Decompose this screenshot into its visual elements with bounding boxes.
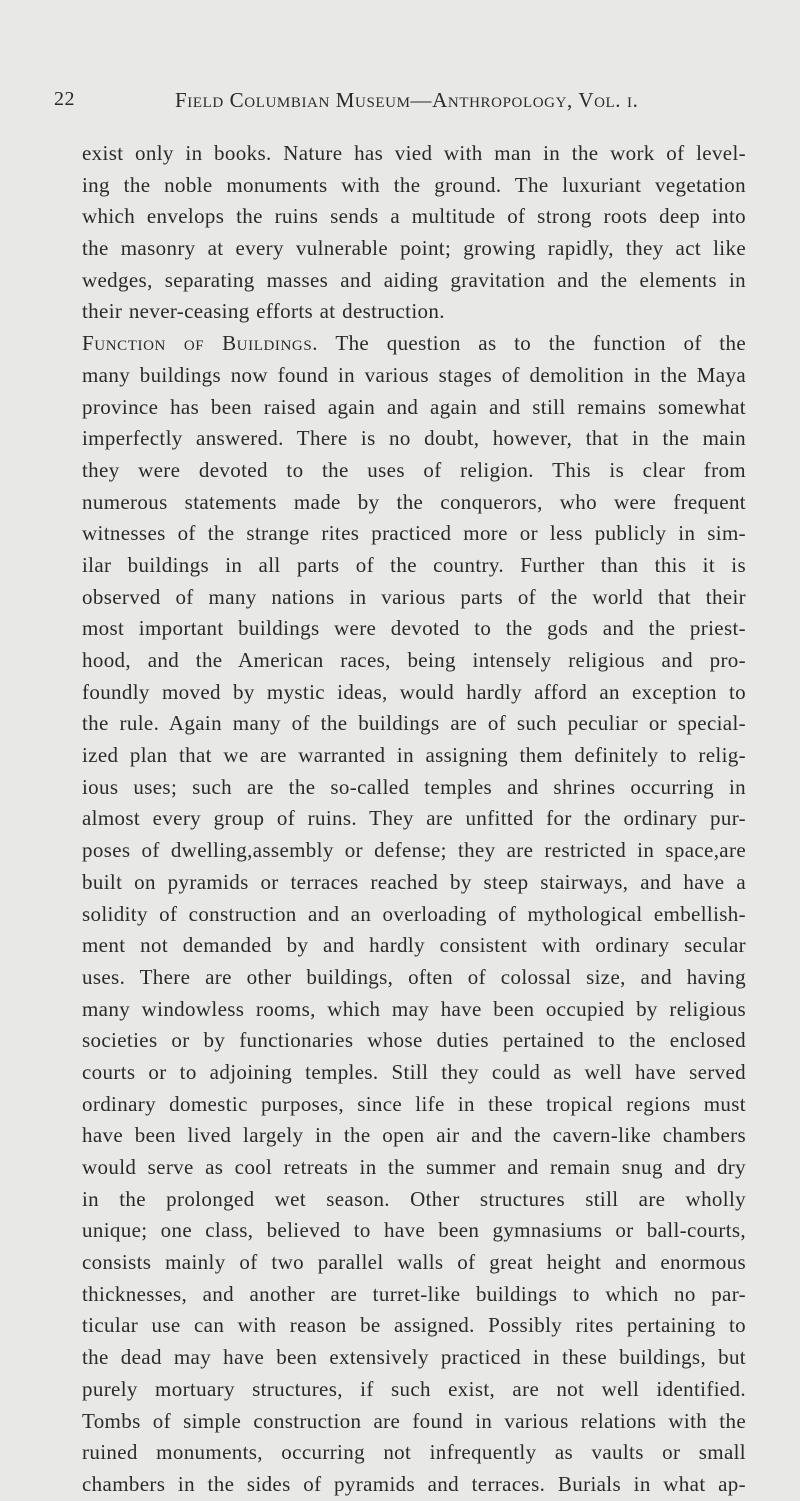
text-line (82, 1184, 746, 1216)
text-line-content: The question as to the function of the (318, 331, 746, 356)
text-line (82, 962, 746, 994)
text-line-content: the dead may have been extensively practiced in these buildings, but (82, 1345, 746, 1370)
text-line-content: consists mainly of two parallel walls of great height and enormous (82, 1250, 746, 1275)
text-line-content: poses of dwelling,assembly or defense; they are restricted in space,are (82, 838, 746, 863)
text-line-content: ing the noble monuments with the ground. The luxuriant vegetation (82, 172, 746, 197)
text-line-content: their never-ceasing efforts at destruction. (82, 299, 445, 324)
text-line (82, 708, 746, 740)
text-line (82, 170, 746, 202)
page-number: 22 (54, 88, 75, 110)
text-line-content: almost every group of ruins. They are unfitted for the ordinary pur- (82, 806, 746, 831)
text-line (82, 1374, 746, 1406)
text-line (82, 1406, 746, 1438)
text-line (82, 867, 746, 899)
text-line (82, 645, 746, 677)
text-line (82, 1247, 746, 1279)
text-line (82, 1025, 746, 1057)
text-line (82, 994, 746, 1026)
text-line-content: ruined monuments, occurring not infrequently as vaults or small (82, 1440, 746, 1465)
section-heading: Function of Buildings. (82, 331, 319, 356)
text-line (82, 423, 746, 455)
text-line-content: ordinary domestic purposes, since life in these tropical regions must (82, 1091, 746, 1116)
text-line-content: would serve as cool retreats in the summer and remain snug and dry (82, 1155, 746, 1179)
text-line-content: unique; one class, believed to have been gymnasiums or ball-courts, (82, 1218, 746, 1243)
text-line-content: Tombs of simple construction are found in various relations with the (82, 1408, 746, 1433)
text-line (82, 1279, 746, 1311)
text-line-content: they were devoted to the uses of religion. This is clear from (82, 457, 746, 482)
text-line (82, 835, 746, 867)
text-line-content: observed of many nations in various parts of the world that their (82, 584, 746, 609)
text-line (82, 455, 746, 487)
text-line (82, 803, 746, 835)
text-line-content: numerous statements made by the conquerors, who were frequent (82, 489, 746, 514)
text-line-content: imperfectly answered. There is no doubt, however, that in the main (82, 426, 746, 451)
text-line (82, 899, 746, 931)
text-line (82, 392, 746, 424)
text-line-content: ilar buildings in all parts of the country. Further than this it is (82, 552, 746, 577)
text-line (82, 360, 746, 392)
text-line (82, 296, 746, 328)
text-line-content: societies or by functionaries whose duties pertained to the enclosed (82, 1028, 746, 1053)
text-line-content: foundly moved by mystic ideas, would hardly afford an exception to (82, 679, 746, 704)
page-header (0, 88, 800, 118)
text-line-content: most important buildings were devoted to the gods and the priest- (82, 616, 746, 641)
text-line (82, 265, 746, 297)
text-line (82, 772, 746, 804)
text-line (82, 1310, 746, 1342)
text-line (82, 328, 746, 360)
text-line-content: ticular use can with reason be assigned. Possibly rites pertaining to (82, 1313, 746, 1338)
text-line (82, 518, 746, 550)
text-line-content: courts or to adjoining temples. Still they could as well have served (82, 1059, 746, 1084)
text-line-content: many buildings now found in various stages of demolition in the Maya (82, 362, 746, 387)
text-line-content: exist only in books. Nature has vied with man in the work of level- (82, 141, 746, 165)
text-line-content: the masonry at every vulnerable point; growing rapidly, they act like (82, 236, 746, 261)
text-line (82, 582, 746, 614)
text-line-content: the rule. Again many of the buildings are of such peculiar or special- (82, 711, 746, 736)
text-line-content: thicknesses, and another are turret-like buildings to which no par- (82, 1281, 746, 1306)
text-line (82, 613, 746, 645)
running-head: Field Columbian Museum—Anthropology, Vol. i. (175, 88, 639, 112)
text-line-content: which envelops the ruins sends a multitude of strong roots deep into (82, 204, 746, 229)
text-line (82, 201, 746, 233)
text-line (82, 1057, 746, 1089)
text-line (82, 740, 746, 772)
text-line-content: in the prolonged wet season. Other structures still are wholly (82, 1186, 746, 1211)
text-line (82, 138, 746, 170)
text-line-content: built on pyramids or terraces reached by steep stairways, and have a (82, 869, 746, 894)
text-line (82, 1342, 746, 1374)
text-line-content: solidity of construction and an overloading of mythological embellish- (82, 901, 746, 926)
text-line-content: ized plan that we are warranted in assigning them definitely to relig- (82, 743, 746, 768)
text-line (82, 677, 746, 709)
text-line (82, 233, 746, 265)
text-line (82, 550, 746, 582)
text-line (82, 1152, 746, 1184)
text-line-content: uses. There are other buildings, often of colossal size, and having (82, 964, 746, 989)
text-line (82, 1469, 746, 1501)
text-line-content: province has been raised again and again and still remains somewhat (82, 394, 746, 419)
text-line-content: chambers in the sides of pyramids and terraces. Burials in what ap- (82, 1471, 746, 1496)
text-line-content: wedges, separating masses and aiding gravitation and the elements in (82, 267, 746, 292)
text-line-content: many windowless rooms, which may have been occupied by religious (82, 996, 746, 1021)
text-line (82, 930, 746, 962)
body-text (82, 138, 746, 1501)
text-line (82, 1089, 746, 1121)
text-line (82, 1120, 746, 1152)
text-line-content: witnesses of the strange rites practiced more or less publicly in sim- (82, 521, 746, 546)
text-line (82, 1437, 746, 1469)
text-line-content: purely mortuary structures, if such exist, are not well identified. (82, 1376, 746, 1401)
text-line-content: have been lived largely in the open air and the cavern-like chambers (82, 1123, 746, 1148)
text-line-content: ment not demanded by and hardly consistent with ordinary secular (82, 933, 746, 958)
text-line (82, 1215, 746, 1247)
text-line-content: ious uses; such are the so-called temples and shrines occurring in (82, 774, 746, 799)
text-line-content: hood, and the American races, being intensely religious and pro- (82, 648, 746, 672)
text-line (82, 487, 746, 519)
